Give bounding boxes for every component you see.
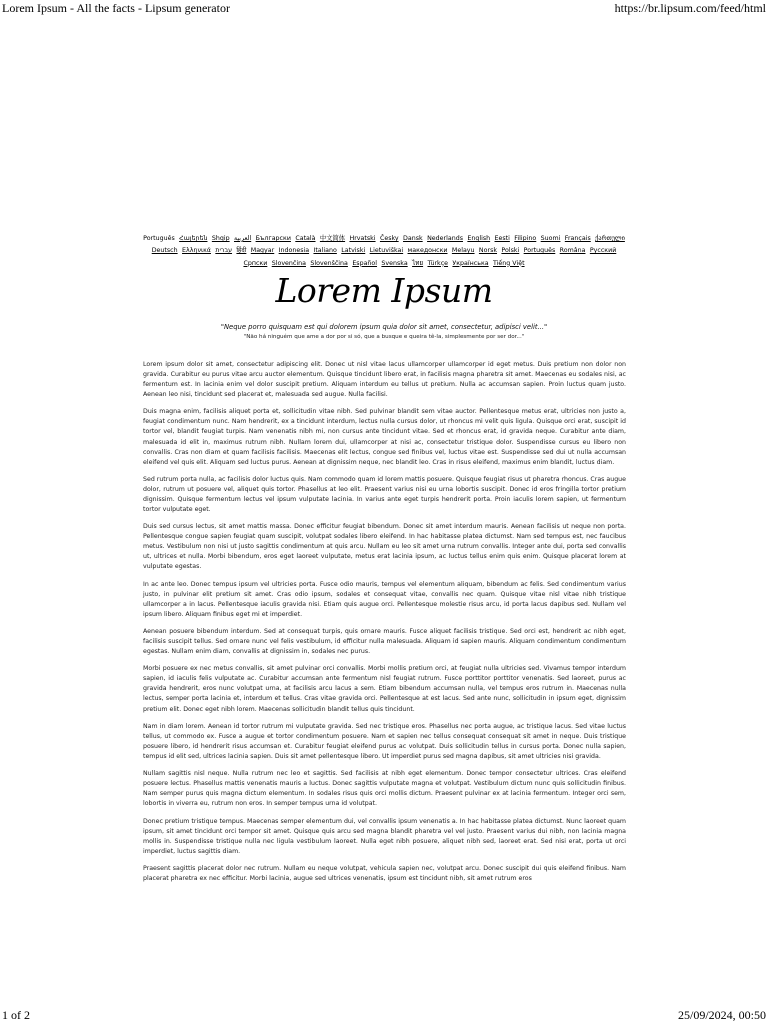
- language-link[interactable]: Norsk: [478, 247, 498, 255]
- language-link[interactable]: Suomi: [540, 235, 561, 242]
- language-link[interactable]: Melayu: [451, 247, 475, 255]
- paragraph: Nullam sagittis nisl neque. Nulla rutrum nec leo et sagittis. Sed facilisis at nibh eget elementum. Donec tempor consectetur ultrices. Cras eleifend posuere lectus. Phasellus mattis venenatis mauris a luctus. Donec sagittis vulputate magna et volutpat. Vestibulum dictum nunc quis sollicitudin finibus. Nam semper purus quis magna dictum elementum. In sodales risus quis orci mollis dictum. Praesent pulvinar ex at lacinia fermentum. Integer orci sem, lobortis in viverra eu, rutrum non eros. In semper tempus urna id volutpat.: [143, 770, 626, 808]
- language-link[interactable]: Svenska: [381, 259, 408, 267]
- language-link[interactable]: Shqip: [211, 235, 230, 242]
- language-link[interactable]: Magyar: [250, 247, 275, 255]
- print-url: https://br.lipsum.com/feed/html: [614, 1, 766, 15]
- language-link[interactable]: Հայերեն: [179, 235, 208, 242]
- language-link[interactable]: Ελληνικά: [182, 247, 211, 255]
- language-link[interactable]: العربية: [233, 235, 252, 242]
- quote-translation: "Não há ninguém que ame a dor por si só, que a busque e queira tê-la, simplesmente por ser dor...": [243, 334, 525, 340]
- paragraph: Nam in diam lorem. Aenean id tortor rutrum mi vulputate gravida. Sed nec tristique eros. Phasellus nec porta augue, ac tristique lacus. Sed vitae luctus tellus, ut commodo ex. Fusce a augue et tortor condimentum posuere. Nam et sapien nec tellus consequat consequat sit amet in neque. Duis tristique posuere libero, id hendrerit risus accumsan et. Curabitur feugiat eleifend purus ac volutpat. Duis sollicitudin tellus in cursus porta. Donec nulla sapien, tempus id elit sed, ultrices lacinia sapien. Duis sit amet pellentesque libero. Ut imperdiet purus sed magna dapibus, sit amet ultricies nisi gravida.: [143, 722, 626, 760]
- language-link[interactable]: 中文简体: [319, 235, 346, 242]
- language-link: Português: [143, 235, 175, 242]
- paragraph: Donec pretium tristique tempus. Maecenas semper elementum dui, vel convallis ipsum venenatis a. In hac habitasse platea dictumst. Nunc laoreet quam ipsum, sit amet tincidunt orci tempor sit amet. Quisque quis arcu sed magna blandit pharetra vel vel justo. Praesent varius dui nibh, non lacinia magna mollis in. Suspendisse tristique nulla nec ligula vestibulum laoreet. Nulla eget nibh posuere, aliquet nibh sed, laoreet erat. Sed nisi erat, porta ut orci imperdiet, luctus sagittis diam.: [143, 817, 626, 855]
- language-link[interactable]: Български: [255, 235, 291, 242]
- print-header: [0, 0, 768, 16]
- paragraph: Sed rutrum porta nulla, ac facilisis dolor luctus quis. Nam commodo quam id lorem mattis posuere. Quisque feugiat risus ut pharetra rhoncus. Cras augue dolor, rutrum ut posuere vel, aliquet quis tortor. Phasellus at leo elit. Praesent varius nisi eu urna lobortis suscipit. Donec id eros fringilla tortor pretium dignissim. Quisque fermentum lectus vel ipsum vulputate lacinia. In varius ante eget turpis hendrerit porta. Proin iaculis lorem sapien, ut fermentum tortor vulputate eget.: [143, 475, 626, 513]
- paragraph: Morbi posuere ex nec metus convallis, sit amet pulvinar orci convallis. Morbi mollis pretium orci, at feugiat nulla ultricies sed. Vivamus tempor interdum sapien, id iaculis felis vulputate ac. Curabitur accumsan ante fermentum nisl feugiat rutrum. Fusce porttitor porttitor venenatis. Sed laoreet, purus ac gravida hendrerit, eros nunc volutpat urna, at facilisis arcu lacus a sem. Etiam bibendum accumsan nulla, vel tempus eros rutrum in. Maecenas nulla lectus, semper porta lacinia et, interdum et tellus. Cras vitae gravida orci. Pellentesque at est lacus. Sed ante nunc, sollicitudin in ipsum eget, dignissim pretium elit. Donec eget nibh lorem. Maecenas sollicitudin blandit tellus quis tincidunt.: [143, 665, 626, 713]
- language-link[interactable]: македонски: [407, 247, 448, 255]
- language-link[interactable]: Hrvatski: [349, 235, 376, 242]
- language-link[interactable]: Nederlands: [427, 235, 463, 242]
- language-link[interactable]: Pyccкий: [589, 247, 617, 255]
- page-number: 1 of 2: [2, 1008, 30, 1022]
- quote: "Neque porro quisquam est qui dolorem ipsum quia dolor sit amet, consectetur, adipisci velit...": [220, 323, 548, 331]
- language-link[interactable]: Lietuviškai: [369, 247, 404, 255]
- language-link[interactable]: Slovenčina: [271, 259, 306, 267]
- language-link[interactable]: Česky: [379, 235, 399, 242]
- language-link[interactable]: ไทย: [412, 259, 424, 267]
- language-link[interactable]: Slovenščina: [310, 259, 348, 267]
- language-link[interactable]: Italiano: [313, 247, 337, 255]
- language-link[interactable]: Indonesia: [278, 247, 310, 255]
- language-link[interactable]: Српски: [243, 259, 268, 267]
- language-link[interactable]: Româna: [559, 247, 586, 255]
- paragraph: Duis magna enim, facilisis aliquet porta et, sollicitudin vitae nibh. Sed pulvinar blandit sem vitae auctor. Pellentesque metus erat, ultricies non justo a, feugiat condimentum nunc. Nam hendrerit, ex a tincidunt interdum, lectus nulla cursus dolor, ut rhoncus mi velit quis ligula. Quisque orci erat, suscipit id tortor vel, blandit feugiat turpis. Nam venenatis nibh mi, non cursus ante tincidunt vitae. Sed et rhoncus erat, id gravida neque. Curabitur ante diam, malesuada id elit in, maximus rutrum nibh. Nullam lorem dui, ullamcorper at nisi ac, consectetur tristique dolor. Suspendisse cursus eu libero non convallis. Cras non diam et quam facilisis facilisis. Maecenas elit lectus, congue sed finibus vel, luctus vitae est. Suspendisse sed dui ut nulla accumsan eleifend vel quis elit. Aliquam sed luctus purus. Aenean at dignissim neque, nec blandit leo. Cras in risus eleifend, maximus enim blandit, luctus diam.: [143, 408, 626, 466]
- print-datetime: 25/09/2024, 00:50: [677, 1008, 766, 1022]
- language-link[interactable]: Latviski: [341, 247, 366, 255]
- language-link[interactable]: Català: [295, 235, 316, 242]
- paragraph: Lorem ipsum dolor sit amet, consectetur adipiscing elit. Donec ut nisl vitae lacus ullamcorper ullamcorper id eget metus. Duis pretium non dolor non gravida. Curabitur eu purus vitae arcu auctor elementum. Quisque tincidunt libero erat, in facilisis magna pharetra sit amet. Maecenas eu sodales nisi, ac fermentum est. In lacinia enim vel dolor suscipit pretium. Aliquam interdum eu tellus ut pretium. Nulla ac accumsan sapien. Proin luctus quam justo. Aenean leo nisi, tincidunt sed placerat et, malesuada sed augue. Nulla facilisi.: [143, 361, 626, 399]
- paragraph: In ac ante leo. Donec tempus ipsum vel ultricies porta. Fusce odio mauris, tempus vel elementum aliquam, bibendum ac felis. Sed condimentum varius justo, in pulvinar elit pretium sit amet. Cras odio ipsum, sodales et consequat vitae, convallis nec quam. Quisque vitae nisl vitae nibh tristique ullamcorper a in lacus. Pellentesque iaculis gravida nisi. Etiam quis augue orci. Pellentesque molestie risus arcu, id porta lacus dapibus sed. Nullam vel ipsum libero. Aliquam finibus eget mi et imperdiet.: [143, 580, 626, 618]
- language-list: [140, 233, 628, 270]
- language-link[interactable]: Polski: [501, 247, 520, 255]
- language-link[interactable]: Filipino: [514, 235, 537, 242]
- language-link[interactable]: Português: [523, 247, 556, 255]
- language-link[interactable]: Dansk: [403, 235, 423, 242]
- language-link[interactable]: Français: [564, 235, 591, 242]
- language-link[interactable]: Español: [352, 259, 378, 267]
- paragraph: Aenean posuere bibendum interdum. Sed at consequat turpis, quis ornare mauris. Fusce aliquet facilisis tristique. Sed orci est, hendrerit ac nibh eget, facilisis suscipit tellus. Sed ornare nunc vel felis vestibulum, id efficitur nulla malesuada. Aliquam id sapien mauris. Aliquam condimentum condimentum egestas. Nullam enim diam, convallis at dignissim in, sodales nec purus.: [143, 628, 626, 656]
- print-page-title: Lorem Ipsum - All the facts - Lipsum generator: [2, 1, 230, 15]
- language-link[interactable]: ქართული: [595, 235, 625, 242]
- language-link[interactable]: हिंदी: [236, 247, 247, 255]
- paragraph: Duis sed cursus lectus, sit amet mattis massa. Donec efficitur feugiat bibendum. Donec sit amet interdum mauris. Aenean facilisis ut neque non porta. Pellentesque congue sapien feugiat quam suscipit, volutpat sodales libero eleifend. In hac habitasse platea dictumst. Nam sed tempus est, nec faucibus metus. Vestibulum non nisi ut justo sagittis condimentum at quis arcu. Nullam eu leo sit amet urna rutrum convallis. Integer ante dui, porta sed convallis ut, ultrices et nulla. Morbi bibendum, eros eget laoreet vulputate, metus erat lacinia ipsum, ac luctus tellus enim quis enim. Quisque placerat lorem at vulputate egestas.: [143, 523, 626, 571]
- lorem-content: [143, 360, 626, 891]
- print-footer: [0, 1006, 768, 1024]
- language-link[interactable]: English: [467, 235, 491, 242]
- language-link[interactable]: Eesti: [494, 235, 510, 242]
- language-link[interactable]: Türkçe: [427, 259, 449, 267]
- paragraph: Praesent sagittis placerat dolor nec rutrum. Nullam eu neque volutpat, vehicula sapien nec, volutpat arcu. Donec suscipit dui quis eleifend finibus. Nam placerat pharetra ex nec efficitur. Morbi lacinia, augue sed ultrices venenatis, ipsum est tincidunt nibh, sit amet rutrum eros: [143, 864, 626, 882]
- page-title: Lorem Ipsum: [275, 271, 493, 310]
- language-link[interactable]: Українська: [452, 259, 489, 267]
- language-link[interactable]: Deutsch: [151, 247, 178, 255]
- language-link[interactable]: Tiếng Việt: [493, 259, 525, 267]
- language-link[interactable]: עברית: [215, 247, 233, 255]
